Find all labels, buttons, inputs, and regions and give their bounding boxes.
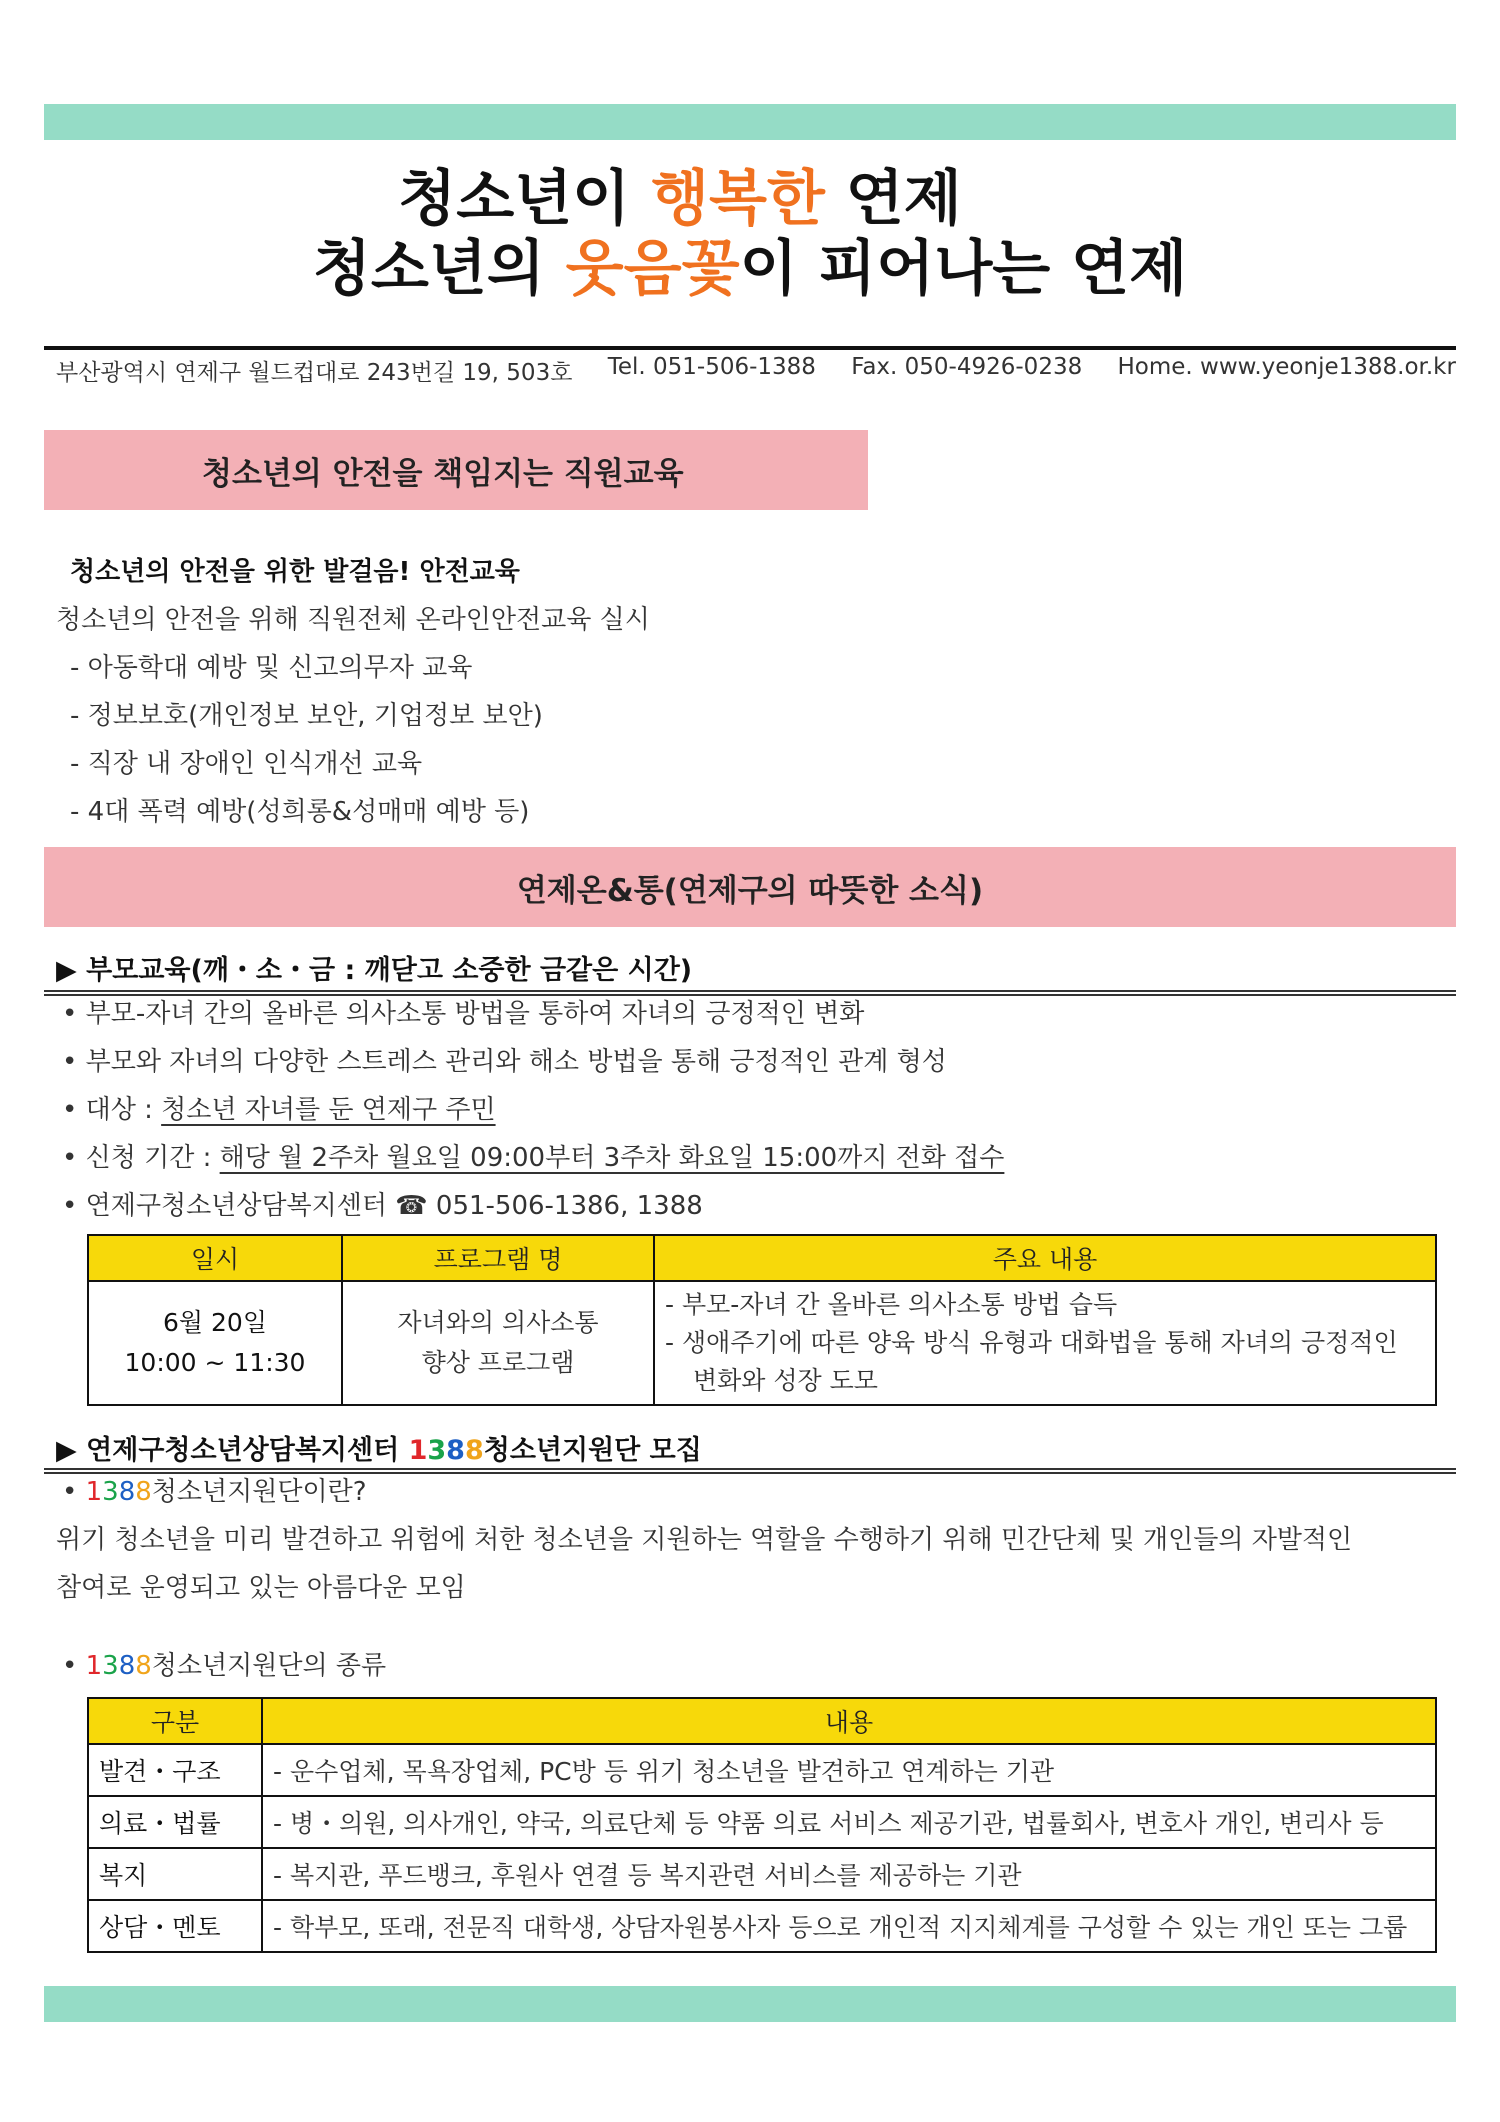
section1-item: - 4대 폭력 예방(성희롱&성매매 예방 등) — [70, 797, 530, 827]
title-line-1: 청소년이 행복한 연제 — [398, 164, 962, 234]
fax: Fax. 050-4926-0238 — [851, 354, 1083, 380]
parent-edu-period: • 신청 기간 : 해당 월 2주차 월요일 09:00부터 3주차 화요일 15:00까지 전화 접수 — [62, 1143, 1005, 1173]
contact-info — [56, 354, 1456, 387]
table-cell-content: - 부모-자녀 간 올바른 의사소통 방법 습득 - 생애주기에 따른 양육 방식 유형과 대화법을 통해 자녀의 긍정적인 변화와 성장 도모 — [654, 1281, 1436, 1405]
table-cell-type: 발견・구조 — [88, 1744, 262, 1796]
table-cell-program: 자녀와의 의사소통 향상 프로그램 — [342, 1281, 654, 1405]
table-cell-type: 의료・법률 — [88, 1796, 262, 1848]
parent-edu-bullet: • 부모와 자녀의 다양한 스트레스 관리와 해소 방법을 통해 긍정적인 관계 형성 — [62, 1047, 947, 1077]
top-decor-bar — [44, 104, 1456, 140]
parent-edu-target: • 대상 : 청소년 자녀를 둔 연제구 주민 — [62, 1095, 496, 1125]
section1-item: - 아동학대 예방 및 신고의무자 교육 — [70, 653, 473, 683]
table-header: 프로그램 명 — [342, 1235, 654, 1281]
section1-item: - 정보보호(개인정보 보안, 기업정보 보안) — [70, 701, 543, 731]
recruit-desc: 위기 청소년을 미리 발견하고 위험에 처한 청소년을 지원하는 역할을 수행하기 위해 민간단체 및 개인들의 자발적인 — [56, 1525, 1353, 1555]
table-cell-content: - 학부모, 또래, 전문직 대학생, 상담자원봉사자 등으로 개인적 지지체계를 구성할 수 있는 개인 또는 그룹 — [262, 1900, 1436, 1952]
table-header: 내용 — [262, 1698, 1436, 1744]
section1-item: - 직장 내 장애인 인식개선 교육 — [70, 749, 423, 779]
parent-edu-bullet: • 부모-자녀 간의 올바른 의사소통 방법을 통하여 자녀의 긍정적인 변화 — [62, 999, 865, 1029]
address: 부산광역시 연제구 월드컵대로 243번길 19, 503호 — [56, 360, 573, 386]
home-url: Home. www.yeonje1388.or.kr — [1117, 354, 1456, 380]
tel: Tel. 051-506-1388 — [607, 354, 816, 380]
parent-edu-contact: • 연제구청소년상담복지센터 ☎ 051-506-1386, 1388 — [62, 1191, 703, 1221]
section1-intro: 청소년의 안전을 위해 직원전체 온라인안전교육 실시 — [56, 605, 650, 635]
table-cell-type: 상담・멘토 — [88, 1900, 262, 1952]
recruit-heading: ▶ 연제구청소년상담복지센터 1388청소년지원단 모집 — [56, 1435, 702, 1466]
header-rule — [44, 346, 1456, 350]
table-cell-type: 복지 — [88, 1848, 262, 1900]
recruit-question: • 1388청소년지원단이란? — [62, 1477, 367, 1507]
table-header: 일시 — [88, 1235, 342, 1281]
recruit-types-label: • 1388청소년지원단의 종류 — [62, 1651, 387, 1681]
section1-subtitle: 청소년의 안전을 위한 발걸음! 안전교육 — [70, 557, 520, 587]
section1-title: 청소년의 안전을 책임지는 직원교육 — [44, 430, 868, 510]
recruit-desc: 참여로 운영되고 있는 아름다운 모임 — [56, 1573, 466, 1603]
section2-title: 연제온&통(연제구의 따뜻한 소식) — [44, 847, 1456, 927]
parent-edu-heading: ▶ 부모교육(깨・소・금 : 깨닫고 소중한 금같은 시간) — [56, 955, 693, 986]
table-header: 구분 — [88, 1698, 262, 1744]
title-line-2: 청소년의 웃음꽃이 피어나는 연제 — [312, 234, 1188, 304]
table-cell-date: 6월 20일 10:00 ~ 11:30 — [88, 1281, 342, 1405]
table-header: 주요 내용 — [654, 1235, 1436, 1281]
table-cell-content: - 복지관, 푸드뱅크, 후원사 연결 등 복지관련 서비스를 제공하는 기관 — [262, 1848, 1436, 1900]
table-cell-content: - 운수업체, 목욕장업체, PC방 등 위기 청소년을 발견하고 연계하는 기관 — [262, 1744, 1436, 1796]
bottom-decor-bar — [44, 1986, 1456, 2022]
table-cell-content: - 병・의원, 의사개인, 약국, 의료단체 등 약품 의료 서비스 제공기관, 법률회사, 변호사 개인, 변리사 등 — [262, 1796, 1436, 1848]
parent-edu-table — [87, 1234, 1437, 1406]
recruit-types-table — [87, 1697, 1437, 1953]
